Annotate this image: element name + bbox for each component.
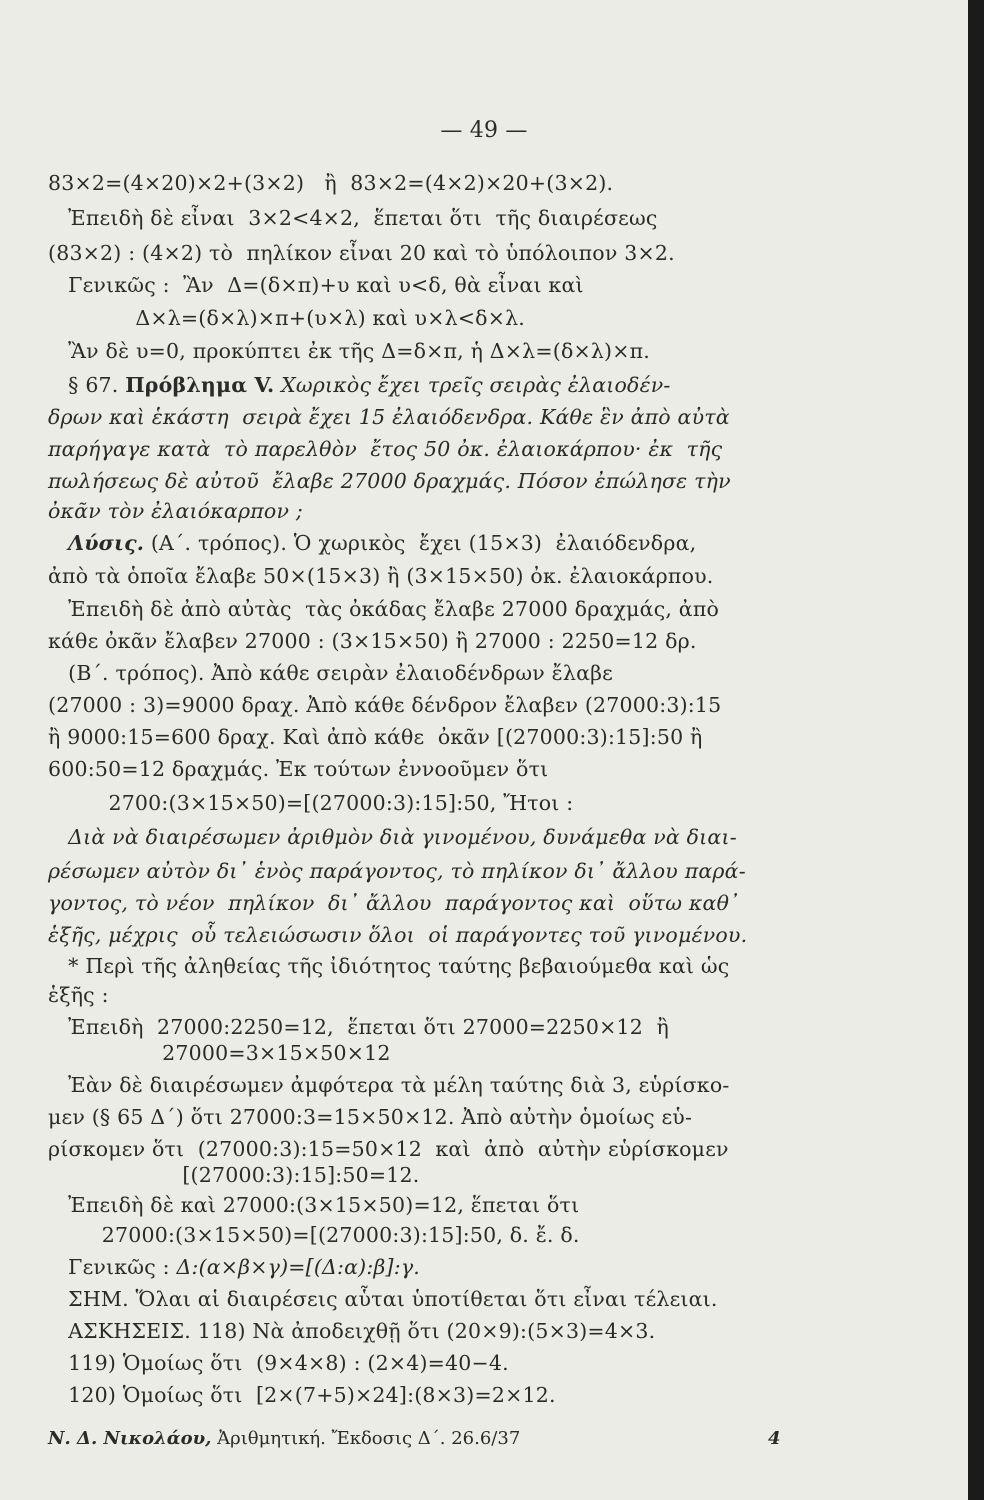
- text-line: κάθε ὀκᾶν ἔλαβεν 27000 : (3×15×50) ἢ 27000 : 2250=12 δρ.: [48, 629, 697, 653]
- solution-heading: Λύσις.: [68, 531, 145, 555]
- section-number: § 67.: [48, 373, 126, 397]
- problem-heading: Πρόβλημα V.: [125, 373, 275, 397]
- footer-title: Ἀριθμητική. Ἔκδοσις Δ΄. 26.6/37: [211, 1428, 521, 1449]
- text-line: ἢ 9000:15=600 δραχ. Καὶ ἀπὸ κάθε ὀκᾶν [(27000:3):15]:50 ἢ: [48, 725, 703, 749]
- rule-line: ρέσωμεν αὐτὸν δι᾿ ἑνὸς παράγοντος, τὸ πηλίκον δι᾿ ἄλλου παρά-: [48, 859, 746, 883]
- text-line: Ἐὰν δὲ διαιρέσωμεν ἀμφότερα τὰ μέλη ταύτης διὰ 3, εὑρίσκο-: [48, 1073, 730, 1097]
- footer-sheet-number: 4: [768, 1428, 781, 1449]
- text-line: ἀπὸ τὰ ὁποῖα ἔλαβε 50×(15×3) ἢ (3×15×50) ὀκ. ἐλαιοκάρπου.: [48, 564, 714, 588]
- rule-line: ἑξῆς, μέχρις οὗ τελειώσωσιν ὅλοι οἱ παράγοντες τοῦ γινομένου.: [48, 923, 748, 947]
- problem-line: [48, 372, 968, 398]
- text-line: ρίσκομεν ὅτι (27000:3):15=50×12 καὶ ἀπὸ αὐτὴν εὑρίσκομεν: [48, 1137, 729, 1161]
- indent: [48, 531, 68, 555]
- text-line: (Β΄. τρόπος). Ἀπὸ κάθε σειρὰν ἐλαιοδένδρων ἔλαβε: [48, 661, 613, 685]
- exercise-line: 120) Ὁμοίως ὅτι [2×(7+5)×24]:(8×3)=2×12.: [48, 1383, 556, 1407]
- exercise-line: 119) Ὁμοίως ὅτι (9×4×8) : (2×4)=40−4.: [48, 1351, 509, 1375]
- text-line: 27000:(3×15×50)=[(27000:3):15]:50, δ. ἔ. δ.: [48, 1223, 580, 1247]
- text-line: Ἐπειδὴ 27000:2250=12, ἕπεται ὅτι 27000=2250×12 ἢ: [48, 1015, 669, 1039]
- text-line: * Περὶ τῆς ἀληθείας τῆς ἰδιότητος ταύτης βεβαιούμεθα καὶ ὡς: [48, 954, 730, 978]
- text-line: 83×2=(4×20)×2+(3×2) ἢ 83×2=(4×2)×20+(3×2).: [48, 171, 614, 195]
- note-line: ΣΗΜ. Ὅλαι αἱ διαιρέσεις αὗται ὑποτίθεται ὅτι εἶναι τέλειαι.: [48, 1287, 718, 1311]
- text-line: (27000 : 3)=9000 δραχ. Ἀπὸ κάθε δένδρον ἔλαβεν (27000:3):15: [48, 693, 722, 717]
- text-line: μεν (§ 65 Δ΄) ὅτι 27000:3=15×50×12. Ἀπὸ αὐτὴν ὁμοίως εὑ-: [48, 1105, 693, 1129]
- problem-text: Χωρικὸς ἔχει τρεῖς σειρὰς ἐλαιοδέν-: [274, 373, 671, 397]
- general-line: [48, 1254, 968, 1280]
- general-label: Γενικῶς :: [48, 1255, 177, 1279]
- rule-line: γοντος, τὸ νέον πηλίκον δι᾿ ἄλλου παράγοντος καὶ οὕτω καθ᾿: [48, 891, 740, 915]
- text-line: Γενικῶς : Ἂν Δ=(δ×π)+υ καὶ υ<δ, θὰ εἶναι καὶ: [48, 273, 584, 297]
- text-line: Ἐπειδὴ δὲ εἶναι 3×2<4×2, ἕπεται ὅτι τῆς διαιρέσεως: [48, 206, 658, 230]
- text-line: παρήγαγε κατὰ τὸ παρελθὸν ἔτος 50 ὀκ. ἐλαιοκάρπου· ἐκ τῆς: [48, 437, 723, 461]
- text-line: Ἐπειδὴ δὲ ἀπὸ αὐτὰς τὰς ὀκάδας ἔλαβε 27000 δραχμάς, ἀπὸ: [48, 597, 720, 621]
- text-line: [(27000:3):15]:50=12.: [48, 1163, 420, 1187]
- text-line: πωλήσεως δὲ αὐτοῦ ἔλαβε 27000 δραχμάς. Πόσον ἐπώλησε τὴν: [48, 469, 731, 493]
- text-line: Ἂν δὲ υ=0, προκύπτει ἐκ τῆς Δ=δ×π, ἡ Δ×λ=(δ×λ)×π.: [48, 339, 651, 363]
- text-line: 2700:(3×15×50)=[(27000:3):15]:50, Ἤτοι :: [48, 791, 574, 815]
- exercise-line: ΑΣΚΗΣΕΙΣ. 118) Νὰ ἀποδειχθῇ ὅτι (20×9):(5×3)=4×3.: [48, 1319, 656, 1343]
- text-line: (83×2) : (4×2) τὸ πηλίκον εἶναι 20 καὶ τὸ ὑπόλοιπον 3×2.: [48, 241, 675, 265]
- solution-line: [48, 530, 968, 556]
- footer-author: Ν. Δ. Νικολάου,: [48, 1428, 212, 1449]
- text-line: Ἐπειδὴ δὲ καὶ 27000:(3×15×50)=12, ἕπεται ὅτι: [48, 1193, 580, 1217]
- page-number: — 49 —: [440, 118, 528, 143]
- text-line: 27000=3×15×50×12: [48, 1041, 391, 1065]
- text-line: δρων καὶ ἑκάστη σειρὰ ἔχει 15 ἐλαιόδενδρα. Κάθε ἓν ἀπὸ αὐτὰ: [48, 405, 730, 429]
- text-line: 600:50=12 δραχμάς. Ἐκ τούτων ἐννοοῦμεν ὅτι: [48, 757, 549, 781]
- footer-imprint: [48, 1428, 520, 1449]
- rule-line: Διὰ νὰ διαιρέσωμεν ἀριθμὸν διὰ γινομένου, δυνάμεθα νὰ διαι-: [48, 825, 737, 849]
- scan-edge: [968, 0, 984, 1500]
- general-formula: Δ:(α×β×γ)=[(Δ:α):β]:γ.: [176, 1255, 421, 1279]
- text-line: ἑξῆς :: [48, 983, 109, 1007]
- solution-text: (Α΄. τρόπος). Ὁ χωρικὸς ἔχει (15×3) ἐλαιόδενδρα,: [144, 531, 697, 555]
- text-line: Δ×λ=(δ×λ)×π+(υ×λ) καὶ υ×λ<δ×λ.: [48, 306, 525, 330]
- text-line: ὀκᾶν τὸν ἐλαιόκαρπον ;: [48, 499, 303, 523]
